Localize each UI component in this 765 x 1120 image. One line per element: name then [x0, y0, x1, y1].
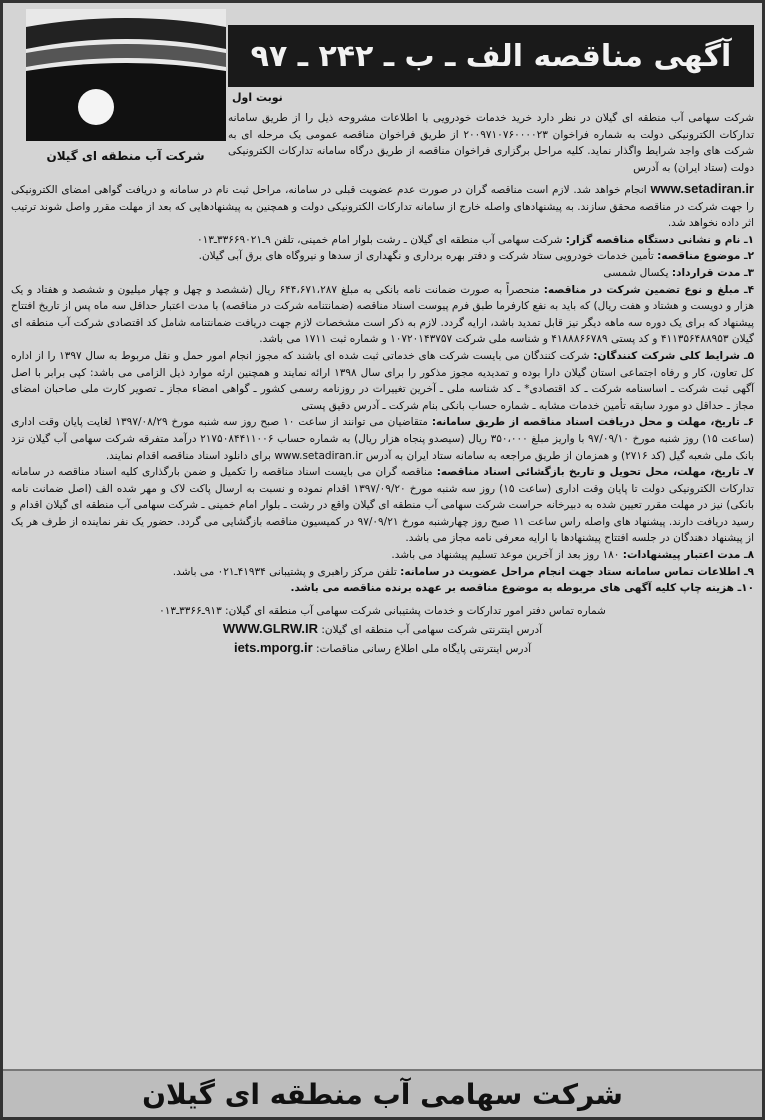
section-7: ۷ـ تاریخ، مهلت، محل تحویل و تاریخ بازگشائی اسناد مناقصه: مناقصه گران می بایست اسناد مناقصه را تکمیل و ضمن بارگذاری کلیه اسناد مناقصه در سامانه تدارکات الکترونیکی دولت تا پایان وقت اداری (ساعت ۱۵) روز سه شنبه مورخ ۱۳۹۷/۰۹/۲۰ اقدام نموده و نسبت به ارسال پاکت لاک و مهر شده الف (اصل ضمانت نامه بانکی) نیز در مهلت مقرر تعیین شده به دبیرخانه حراست شرکت سهامی آب منطقه ای گیلان واقع در رشت ـ بلوار امام خمینی ـ شرکت سهامی آب منطقه ای گیلان اقدام و رسید دریافت دارند. پیشنهاد های واصله راس ساعت ۱۱ صبح روز چهارشنبه مورخ ۹۷/۰۹/۲۱ در کمیسیون مناقصه بازگشایی می گردد. حضور یک نفر نماینده از طرف هر یک از پیشنهاد دهندگان در جلسه افتتاح پیشنهادها با ارایه معرفی نامه مجاز می باشد.: [11, 466, 754, 545]
notice-title: آگهی مناقصه الف ـ ب ـ ۲۴۲ ـ ۹۷: [228, 25, 754, 87]
section-8: ۸ـ مدت اعتبار پیشنهادات: ۱۸۰ روز بعد از آخرین موعد تسلیم پیشنهاد می باشد.: [391, 549, 754, 562]
section-9: ۹ـ اطلاعات تماس سامانه ستاد جهت انجام مراحل عضویت در سامانه: تلفن مرکز راهبری و پشتیبانی ۴۱۹۳۴ـ۰۲۱ می باشد.: [172, 565, 754, 578]
section-2: ۲ـ موضوع مناقصه: تأمین خدمات خودرویی ستاد شرکت و دفتر بهره برداری و نگهداری از سدها و نیروگاه های برق آبی گیلان.: [198, 250, 754, 263]
setad-url[interactable]: www.setadiran.ir: [650, 181, 754, 196]
notice-body: [11, 181, 754, 597]
section-4: ۴ـ مبلغ و نوع تضمین شرکت در مناقصه: منحصراً به صورت ضمانت نامه بانکی به مبلغ ۶۴۴،۶۷۱،۲۸۷ ریال (ششصد و چهل و چهار میلیون و ششصد و هفتاد و یک هزار و دویست و هشتاد و هفت ریال) که باید به نفع کارفرما طبق فرم پیوست اسناد مناقصه (ضمانتنامه شرکت در مناقصه) با مدت اعتبار حداقل سه ماه پس از تاریخ افتتاح پیشنهاد که برای یک دوره سه ماهه دیگر نیز قابل تمدید باشد، ارایه گردد. لازم به ذکر است مشخصات لازم جهت دریافت ضمانتنامه شامل کد اقتصادی شرکت آب منطقه ای گیلان ۴۱۱۳۵۶۴۸۸۹۵۳ و کد پستی ۴۱۸۸۸۶۶۷۸۹ و شناسه ملی شرکت ۱۰۷۲۰۱۴۳۷۵۷ و شماره ثبت ۱۷۱۱ می باشد.: [11, 283, 754, 346]
footer-contact: [11, 603, 754, 658]
intro-continued: www.setadiran.ir انجام خواهد شد. لازم است مناقصه گران در صورت عدم عضویت قبلی در سامانه، مراحل ثبت نام در سامانه و دریافت گواهی امضای الکترونیکی را جهت شرکت در مناقصه محقق سازند. به پیشنهادهای واصله خارج از سامانه تدارکات الکترونیکی دولت و همچنین به پیشنهادهایی که بعد از مهلت مقرر واصل شوند ترتیب اثر داده نخواهد شد.: [11, 181, 754, 230]
footer-site: آدرس اینترنتی شرکت سهامی آب منطقه ای گیلان: WWW.GLRW.IR: [222, 620, 543, 636]
footer-phone: شماره تماس دفتر امور تدارکات و خدمات پشتیبانی شرکت سهامی آب منطقه ای گیلان: ۹۱۳ـ۳۳۶۶ـ۰۱۳: [159, 604, 606, 617]
company-name-banner: شرکت سهامی آب منطقه ای گیلان: [3, 1069, 762, 1117]
iets-url[interactable]: iets.mporg.ir: [233, 639, 313, 655]
notice-header: [11, 9, 754, 181]
water-logo-icon: [26, 9, 226, 141]
glrw-url[interactable]: WWW.GLRW.IR: [222, 620, 318, 636]
company-logo: [23, 9, 228, 181]
section-10: ۱۰ـ هزینه چاپ کلیه آگهی های مربوطه به موضوع مناقصه بر عهده برنده مناقصه می باشد.: [290, 582, 754, 595]
logo-caption: شرکت آب منطقه ای گیلان: [46, 149, 205, 163]
section-6: ۶ـ تاریخ، مهلت و محل دریافت اسناد مناقصه از طریق سامانه: متقاضیان می توانند از ساعت ۱۰ صبح روز سه شنبه مورخ ۱۳۹۷/۰۸/۲۹ لغایت پایان وقت اداری (ساعت ۱۵) روز شنبه مورخ ۹۷/۰۹/۱۰ با واریز مبلغ ۳۵۰،۰۰۰ ریال (سیصدو پنجاه هزار ریال) به شماره حساب ۲۱۷۵۰۸۴۴۱۱۰۰۶ درآمد متفرقه شرکت سهامی آب گیلان نزد بانک ملی شعبه گیل (کد ۲۷۱۶) و همزمان از طریق مراجعه به سامانه ستاد ایران به آدرس www.setadiran.ir برای دانلود اسناد مناقصه اقدام نمایند.: [11, 416, 754, 462]
round-label: نوبت اول: [232, 91, 283, 104]
section-3: ۳ـ مدت قرارداد: یکسال شمسی: [603, 266, 754, 279]
section-5: ۵ـ شرایط کلی شرکت کنندگان: شرکت کنندگان می بایست شرکت های خدماتی ثبت شده ای باشند که مجوز انجام امور حمل و نقل مربوط به سال ۱۳۹۷ را از اداره کل تعاون، کار و رفاه اجتماعی استان گیلان دارا بوده و تمدیدیه مجوز مذکور را برای سال ۱۳۹۸ ارائه نمایند و همچنین ارئه موارد ذیل الزامی می باشد: کپی برابر با اصل آگهی ثبت شرکت ـ اساسنامه شرکت ـ کد اقتصادی* ـ کد شناسه ملی ـ آخرین تغییرات در روزنامه رسمی کشور ـ گواهی امضاء مجاز ـ تصویر کارت ملی صاحبان امضای مجاز ـ حداقل دو مورد سابقه تأمین خدمات مشابه ـ شماره حساب بانکی بنام شرکت ـ آدرس دقیق پستی: [11, 349, 755, 412]
intro-paragraph: شرکت سهامی آب منطقه ای گیلان در نظر دارد خرید خدمات خودرویی با اطلاعات مشروحه ذیل را از طریق سامانه تدارکات الکترونیکی دولت به شماره فراخوان ۲۰۰۹۷۱۰۷۶۰۰۰۰۲۳ از طریق فراخوان مناقصه عمومی یک مرحله ای به شرکت های واجد شرایط واگذار نماید. کلیه مراحل برگزاری فراخوان مناقصه از طریق درگاه سامانه تدارکات الکترونیکی دولت (ستاد ایران) به آدرس: [228, 112, 754, 174]
section-1: ۱ـ نام و نشانی دستگاه مناقصه گزار: شرکت سهامی آب منطقه ای گیلان ـ رشت بلوار امام خمینی، تلفن ۹ـ۳۳۶۶۹۰۲۱ـ۰۱۳: [196, 233, 754, 246]
title-column: [228, 9, 754, 181]
footer-portal: آدرس اینترنتی پایگاه ملی اطلاع رسانی مناقصات: iets.mporg.ir: [233, 639, 532, 655]
